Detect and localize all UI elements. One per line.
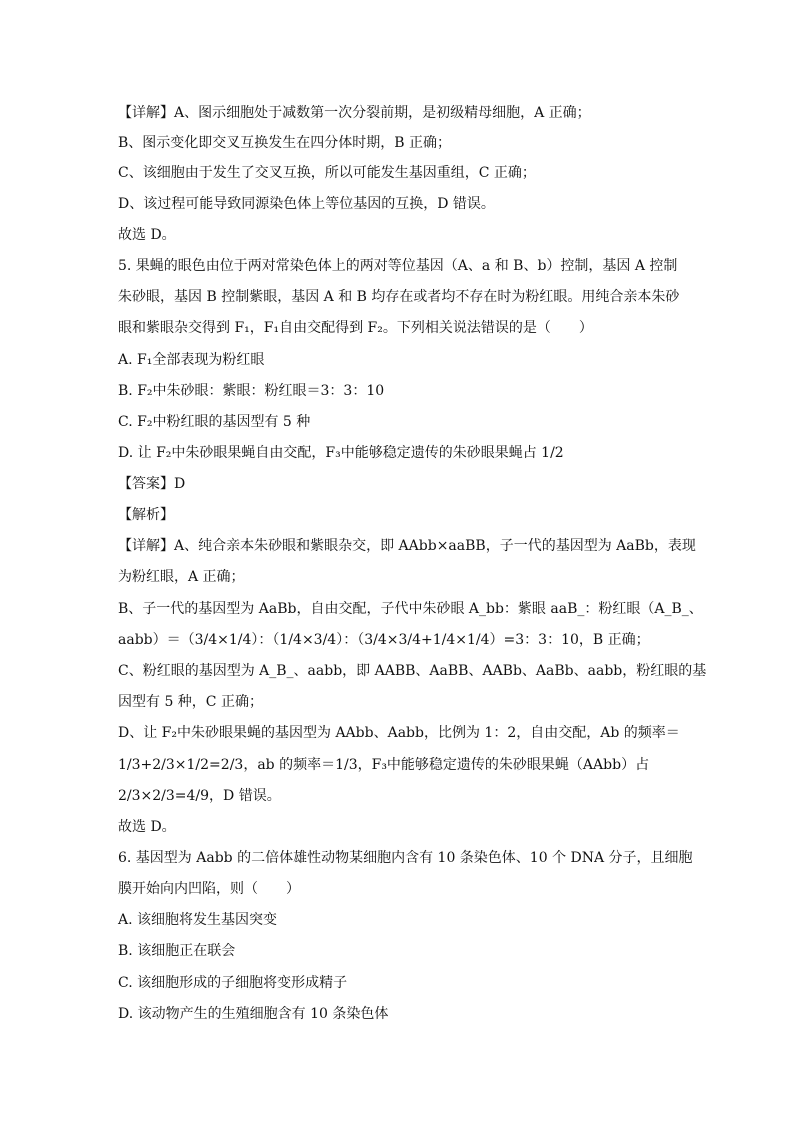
question-6-option-b: B. 该细胞正在联会 — [118, 943, 236, 959]
question-6-stem-2: 膜开始向内凹陷，则（ ） — [118, 881, 300, 897]
analysis-line-4: aabb）＝（3/4×1/4）：（1/4×3/4）：（3/4×3/4+1/4×1/4）=3：3：10，B 正确； — [118, 632, 650, 648]
detail-line-3: C、该细胞由于发生了交叉互换，所以可能发生基因重组，C 正确； — [118, 165, 536, 181]
answer-line: 【答案】D — [118, 476, 186, 492]
analysis-line-3: B、子一代的基因型为 AaBb，自由交配，子代中朱砂眼 A_bb：紫眼 aaB_：粉红眼（A_B_、 — [118, 601, 703, 617]
question-5-option-c: C. F₂中粉红眼的基因型有 5 种 — [118, 414, 311, 430]
question-5-option-d: D. 让 F₂中朱砂眼果蝇自由交配，F₃中能够稳定遗传的朱砂眼果蝇占 1/2 — [118, 445, 564, 461]
question-5-option-a: A. F₁全部表现为粉红眼 — [118, 352, 265, 368]
analysis-line-5: C、粉红眼的基因型为 A_B_、aabb，即 AABB、AaBB、AABb、AaBb、aabb，粉红眼的基 — [118, 663, 707, 679]
question-6-stem-1: 6. 基因型为 Aabb 的二倍体雄性动物某细胞内含有 10 条染色体、10 个 DNA 分子，且细胞 — [118, 850, 693, 866]
question-5-stem-2: 朱砂眼，基因 B 控制紫眼，基因 A 和 B 均存在或者均不存在时为粉红眼。用纯合亲本朱砂 — [118, 289, 680, 305]
analysis-conclusion: 故选 D。 — [118, 819, 176, 835]
analysis-line-8: 1/3+2/3×1/2=2/3，ab 的频率＝1/3，F₃中能够稳定遗传的朱砂眼果蝇（AAbb）占 — [118, 757, 650, 773]
analysis-line-9: 2/3×2/3=4/9，D 错误。 — [118, 788, 281, 804]
question-5-stem-1: 5. 果蝇的眼色由位于两对常染色体上的两对等位基因（A、a 和 B、b）控制，基因 A 控制 — [118, 258, 678, 274]
question-5-stem-3: 眼和紫眼杂交得到 F₁，F₁自由交配得到 F₂。下列相关说法错误的是（ ） — [118, 320, 593, 336]
analysis-line-6: 因型有 5 种，C 正确； — [118, 694, 263, 710]
analysis-heading: 【解析】 — [118, 507, 174, 523]
question-6-option-c: C. 该细胞形成的子细胞将变形成精子 — [118, 975, 348, 991]
conclusion-line: 故选 D。 — [118, 227, 176, 243]
detail-line-1: 【详解】A、图示细胞处于减数第一次分裂前期，是初级精母细胞，A 正确； — [118, 105, 591, 121]
analysis-line-2: 为粉红眼，A 正确； — [118, 569, 245, 585]
question-6-option-a: A. 该细胞将发生基因突变 — [118, 912, 278, 928]
detail-line-2: B、图示变化即交叉互换发生在四分体时期，B 正确； — [118, 135, 452, 151]
analysis-line-7: D、让 F₂中朱砂眼果蝇的基因型为 AAbb、Aabb，比例为 1：2，自由交配，Ab 的频率＝ — [118, 725, 680, 741]
question-6-option-d: D. 该动物产生的生殖细胞含有 10 条染色体 — [118, 1006, 389, 1022]
question-5-option-b: B. F₂中朱砂眼：紫眼：粉红眼＝3：3：10 — [118, 383, 385, 399]
detail-line-4: D、该过程可能导致同源染色体上等位基因的互换，D 错误。 — [118, 196, 495, 212]
analysis-line-1: 【详解】A、纯合亲本朱砂眼和紫眼杂交，即 AAbb×aaBB，子一代的基因型为 AaBb，表现 — [118, 538, 696, 554]
